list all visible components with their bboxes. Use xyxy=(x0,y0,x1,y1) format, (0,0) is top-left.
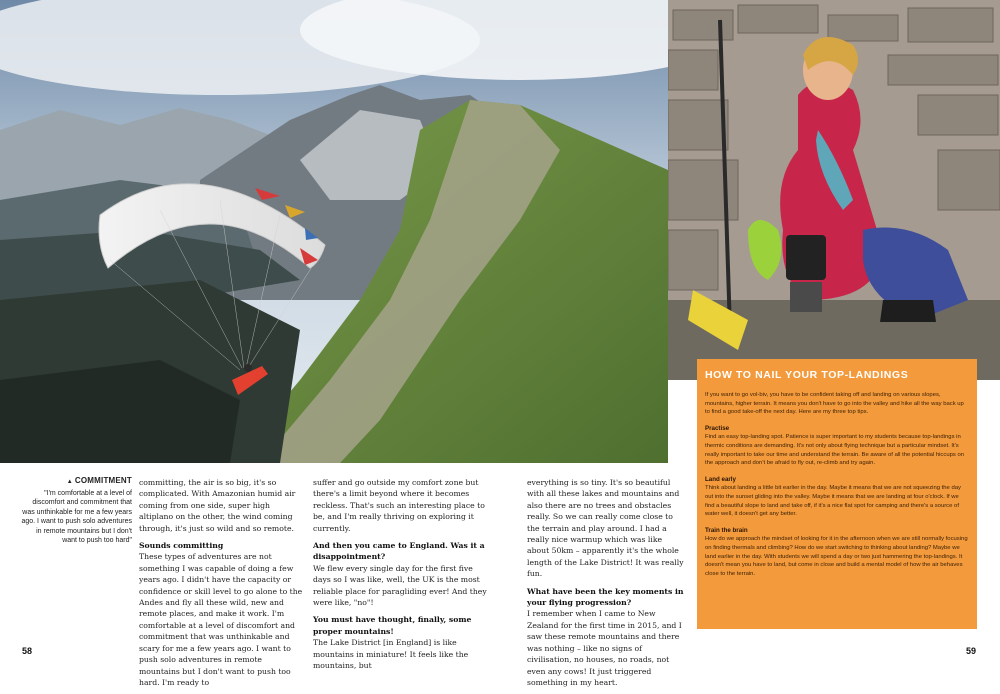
caption-text: "I'm comfortable at a level of discomfort and commitment that was unthinkable for me a few years ago. I want to push solo adventures in remote mountains but I don't want to push too hard" xyxy=(21,489,132,544)
pilot-cooking-photo xyxy=(668,0,1000,380)
interview-question: And then you came to England. Was it a disappointment? xyxy=(313,541,485,562)
tip-heading-land-early: Land early xyxy=(705,475,736,483)
interview-question: Sounds committing xyxy=(139,541,224,551)
article-paragraph: I remember when I came to New Zealand for the first time in 2015, and I saw these remote mountains and there was nothing – like no signs of civilisation, no houses, no roads, not even any cows! It just triggered something in my heart. xyxy=(527,609,682,687)
article-paragraph: The Lake District [in England] is like mountains in miniature! It feels like the mountains, but xyxy=(313,638,469,671)
tip-text-practise: Find an easy top-landing spot. Patience is super important to my students because top-landings in thermic conditions are demanding. It's not only about flying technique but a particular mindset. It's really important to take our time and understand the terrain. Be aware of all the potential hiccups on the approach and don't be afraid to fly out, re-climb and try again. xyxy=(705,434,965,467)
tips-title: HOW TO NAIL YOUR TOP-LANDINGS xyxy=(705,369,909,381)
tip-heading-practise: Practise xyxy=(705,424,730,432)
page-number-right: 59 xyxy=(966,646,977,656)
tip-text-train-the-brain: How do we approach the mindset of looking for it in the afternoon when we are still normally focusing on finding thermals and climbing? How do we start switching to thinking about landing? Maybe we land earlier in the day. With students we will spend a day or two just hammering the top-landings. It doesn't mean you have to land, but come in close and build a mental model of how the air behaves close to the terrain. xyxy=(705,536,968,577)
article-column-1 xyxy=(139,477,304,694)
pilot-cooking-image xyxy=(668,0,1000,380)
article-paragraph: These types of adventures are not something I was capable of doing a few years ago. I didn't have the capacity or confidence or skill level to go alone to the Andes and fly all these wild, new and remote places, and make it work. I'm comfortable at a level of discomfort and commitment that was unthinkable and scary for me a few years ago. I want to push solo adventures in remote mountains but I don't want to push too hard. I'm ready to xyxy=(139,552,303,687)
photo-caption xyxy=(20,476,132,546)
article-paragraph: We flew every single day for the first five days so I was like, well, the UK is the most reliable place for paragliding ever! And they were like, "no"! xyxy=(313,563,487,608)
page-number-left: 58 xyxy=(22,646,33,656)
article-paragraph: everything is so tiny. It's so beautiful with all these lakes and mountains and also there are no trees and obstacles really. So we can really come close to the terrain and play around. I had a really nice warmup which was like about 50km – apparently it's the whole length of the Lake District! It was really fun. xyxy=(527,478,684,579)
paraglider-mountain-image xyxy=(0,0,668,463)
article-paragraph: suffer and go outside my comfort zone but there's a limit beyond where it becomes reckless. That's such an interesting place to be, and I'm really thriving on exploring it currently. xyxy=(313,478,485,533)
tip-heading-train-the-brain: Train the brain xyxy=(705,526,748,534)
top-landings-tips-box xyxy=(697,359,977,629)
article-column-3 xyxy=(527,477,685,694)
article-paragraph: committing, the air is so big, it's so complicated. With Amazonian humid air coming from one side, super high altiplano on the other, the wind coming through, it's just so wild and so remote. xyxy=(139,478,296,533)
tip-text-land-early: Think about landing a little bit earlier in the day. Maybe it means that we are not squeezing the day out into the sunset gliding into the valley. Maybe it means that we are landing at four o'clock. If we find a beautiful slope to land and take off, if it's a nice flat spot for camping and there's a source of water well, it doesn't get any better. xyxy=(705,485,961,518)
article-column-2 xyxy=(313,477,487,678)
paraglider-mountain-photo xyxy=(0,0,668,463)
interview-question: You must have thought, finally, some proper mountains! xyxy=(313,615,472,636)
interview-question: What have been the key moments in your flying progression? xyxy=(527,586,684,608)
tips-intro: If you want to go vol-biv, you have to be confident taking off and landing on various slopes, mountains, higher terrain. It means you don't have to go into the valley and hike all the way back up to find a good take-off the next day. Here are my three top tips. xyxy=(705,392,964,416)
caption-heading: ▲ COMMITMENT xyxy=(20,476,132,488)
